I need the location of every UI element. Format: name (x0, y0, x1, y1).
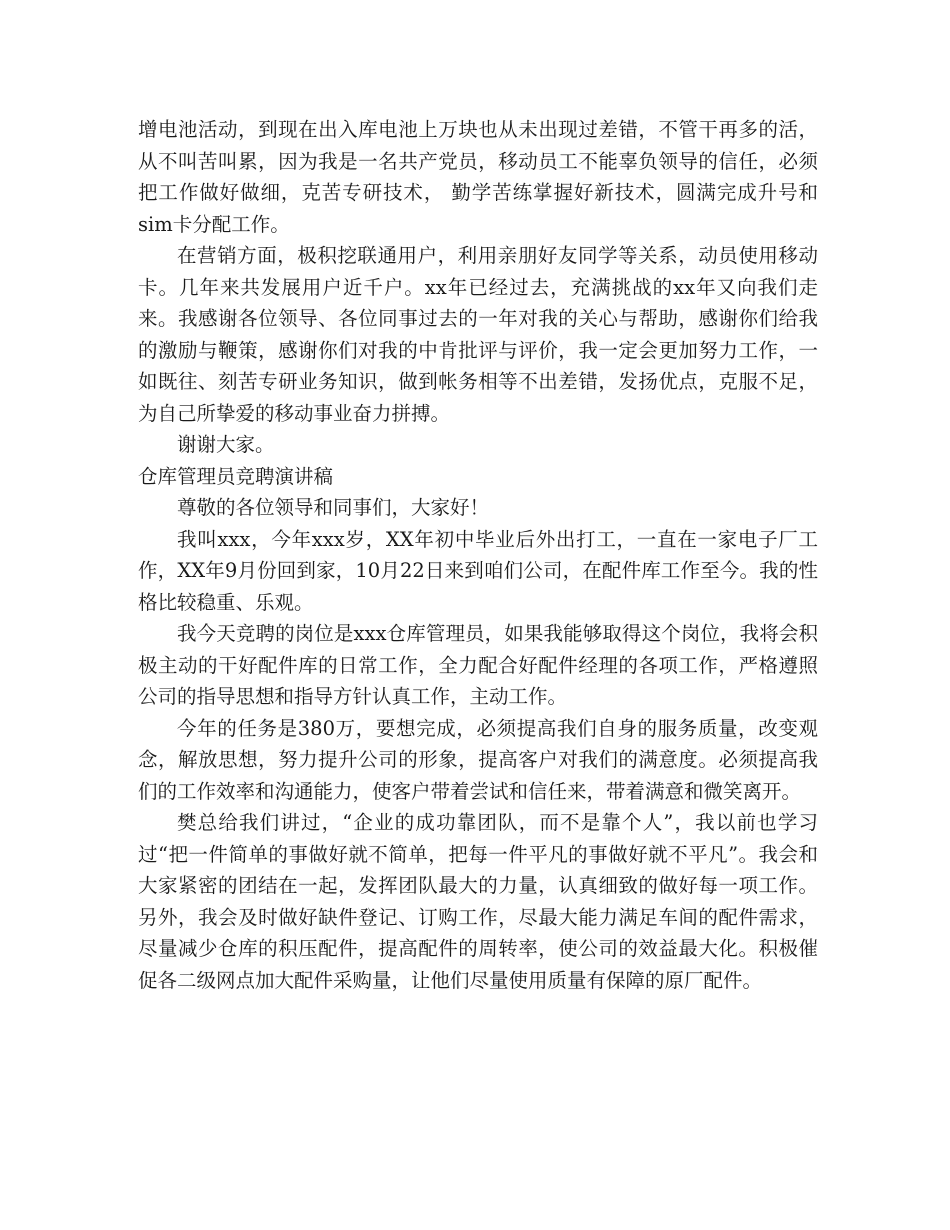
paragraph-marketing: 在营销方面，极积挖联通用户，利用亲朋好友同学等关系，动员使用移动卡。几年来共发展用户近千户。xx年已经过去，充满挑战的xx年又向我们走来。我感谢各位领导、各位同事过去的一年对我的关心与帮助，感谢你们给我的激励与鞭策，感谢你们对我的中肯批评与评价，我一定会更加努力工作，一如既往、刻苦专研业务知识，做到帐务相等不出差错，发扬优点，克服不足，为自己所挚爱的移动事业奋力拼搏。 (138, 244, 818, 425)
paragraph-greeting: 尊敬的各位领导和同事们，大家好！ (177, 496, 490, 519)
speech-title: 仓库管理员竞聘演讲稿 (138, 464, 334, 488)
paragraph-tasks: 今年的任务是380万，要想完成，必须提高我们自身的服务质量，改变观念，解放思想，努力提升公司的形象，提高客户对我们的满意度。必须提高我们的工作效率和沟通能力，使客户带着尝试和信任来，带着满意和微笑离开。 (138, 716, 818, 803)
paragraph-self-intro: 我叫xxx，今年xxx岁，XX年初中毕业后外出打工，一直在一家电子厂工作，XX年9月份回到家，10月22日来到咱们公司，在配件库工作至今。我的性格比较稳重、乐观。 (138, 527, 818, 614)
paragraph-thanks: 谢谢大家。 (177, 433, 275, 456)
paragraph-battery-work: 增电池活动，到现在出入库电池上万块也从未出现过差错，不管干再多的活，从不叫苦叫累，因为我是一名共产党员，移动员工不能辜负领导的信任，必须把工作做好做细，克苦专研技术， 勤学苦练掌握好新技术，圆满完成升号和sim卡分配工作。 (138, 118, 818, 236)
document-body (138, 114, 818, 996)
paragraph-teamwork: 樊总给我们讲过，“企业的成功靠团队，而不是靠个人”，我以前也学习过“把一件简单的事做好就不简单，把每一件平凡的事做好就不平凡”。我会和大家紧密的团结在一起，发挥团队最大的力量，认真细致的做好每一项工作。另外，我会及时做好缺件登记、订购工作，尽最大能力满足车间的配件需求，尽量减少仓库的积压配件，提高配件的周转率，使公司的效益最大化。积极催促各二级网点加大配件采购量，让他们尽量使用质量有保障的原厂配件。 (138, 811, 818, 992)
paragraph-position: 我今天竞聘的岗位是xxx仓库管理员，如果我能够取得这个岗位，我将会积极主动的干好配件库的日常工作，全力配合好配件经理的各项工作，严格遵照公司的指导思想和指导方针认真工作，主动工作。 (138, 622, 818, 708)
